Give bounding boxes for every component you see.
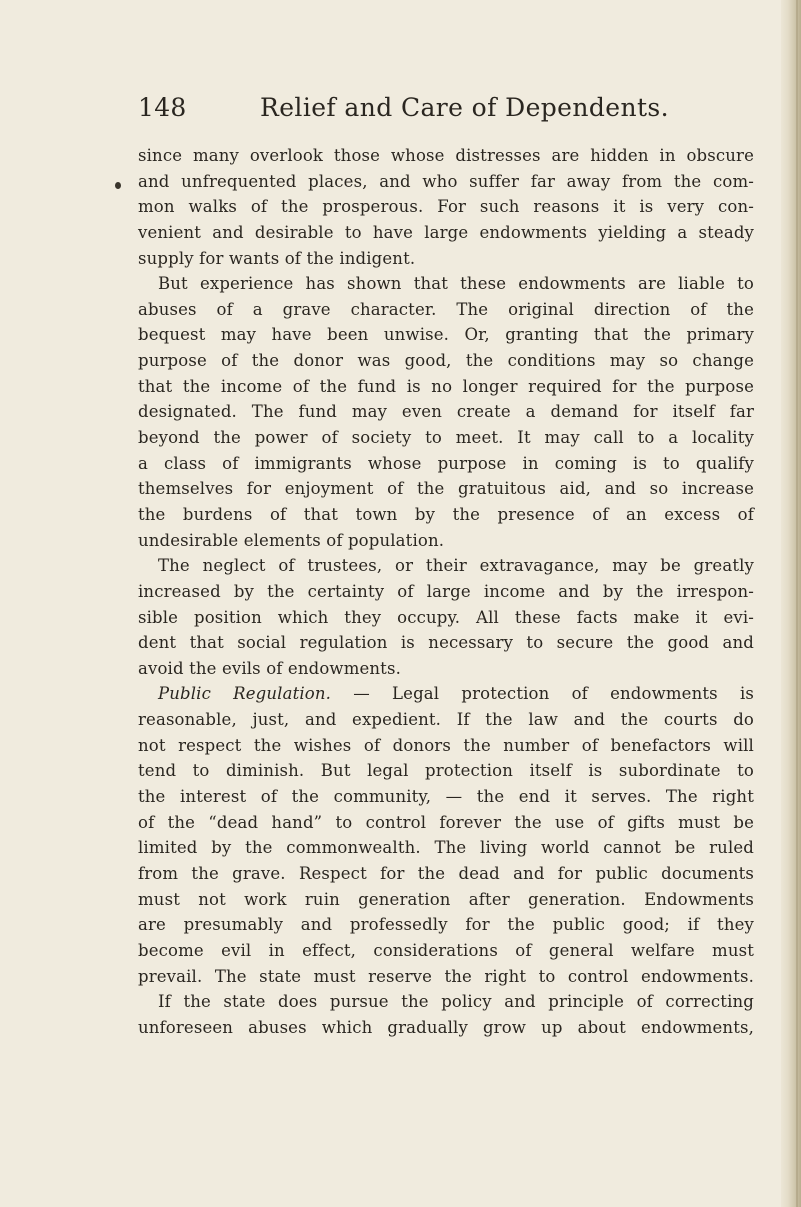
text-line: that the income of the fund is no longer required for the purpose: [138, 376, 754, 396]
text-line: themselves for enjoyment of the gratuitous aid, and so increase: [138, 479, 754, 499]
ink-speck: [115, 182, 121, 189]
text-line: supply for wants of the indigent.: [138, 248, 416, 268]
text-line: bequest may have been unwise. Or, granting that the primary: [138, 325, 754, 345]
text-line: the burdens of that town by the presence of an excess of: [138, 504, 754, 524]
text-line: designated. The fund may even create a demand for itself far: [138, 402, 754, 422]
text-line: are presumably and professedly for the public good; if they: [138, 915, 754, 935]
text-line: increased by the certainty of large income and by the irrespon-: [138, 581, 754, 601]
text-line: become evil in effect, considerations of general welfare must: [138, 940, 754, 960]
text-line: a class of immigrants whose purpose in coming is to qualify: [138, 453, 754, 473]
text-line: sible position which they occupy. All these facts make it evi-: [138, 607, 754, 627]
page-number: 148: [138, 93, 187, 122]
text-line: mon walks of the prosperous. For such reasons it is very con-: [138, 197, 754, 217]
text-line: not respect the wishes of donors the number of benefactors will: [138, 735, 754, 755]
running-header: [138, 92, 669, 124]
text-line: abuses of a grave character. The original direction of the: [138, 299, 754, 319]
text-line: the interest of the community, — the end it serves. The right: [138, 787, 754, 807]
text-line: unforeseen abuses which gradually grow up about endowments,: [138, 1017, 754, 1037]
running-title: Relief and Care of Dependents.: [260, 93, 669, 122]
text-line: reasonable, just, and expedient. If the law and the courts do: [138, 710, 754, 730]
text-line-public-regulation: [138, 681, 754, 707]
text-line: prevail. The state must reserve the right to control endowments.: [138, 966, 754, 986]
text-line: tend to diminish. But legal protection itself is subordinate to: [138, 761, 754, 781]
text-line: purpose of the donor was good, the conditions may so change: [138, 351, 754, 371]
page-edge-shadow: [796, 0, 798, 1207]
page-edge: [781, 0, 801, 1207]
section-heading-public-regulation: Public Regulation.: [158, 684, 332, 704]
text-line: avoid the evils of endowments.: [138, 658, 401, 678]
text-line: The neglect of trustees, or their extravagance, may be greatly: [158, 556, 754, 576]
text-line: If the state does pursue the policy and principle of correcting: [158, 992, 754, 1012]
text-line: beyond the power of society to meet. It may call to a locality: [138, 428, 754, 448]
text-line: venient and desirable to have large endowments yielding a steady: [138, 222, 754, 242]
text-line: of the “dead hand” to control forever the use of gifts must be: [138, 812, 754, 832]
text-line: dent that social regulation is necessary to secure the good and: [138, 633, 754, 653]
text-line: since many overlook those whose distresses are hidden in obscure: [138, 146, 754, 165]
text-line: limited by the commonwealth. The living world cannot be ruled: [138, 838, 754, 858]
text-line: must not work ruin generation after generation. Endowments: [138, 889, 754, 909]
text-line: from the grave. Respect for the dead and for public documents: [138, 863, 754, 883]
text-line: undesirable elements of population.: [138, 530, 445, 550]
text-line: and unfrequented places, and who suffer far away from the com-: [138, 171, 754, 191]
body-text: [138, 143, 754, 1040]
section-heading-continuation: — Legal protection of endowments is: [331, 684, 754, 704]
text-line: But experience has shown that these endowments are liable to: [158, 274, 754, 294]
